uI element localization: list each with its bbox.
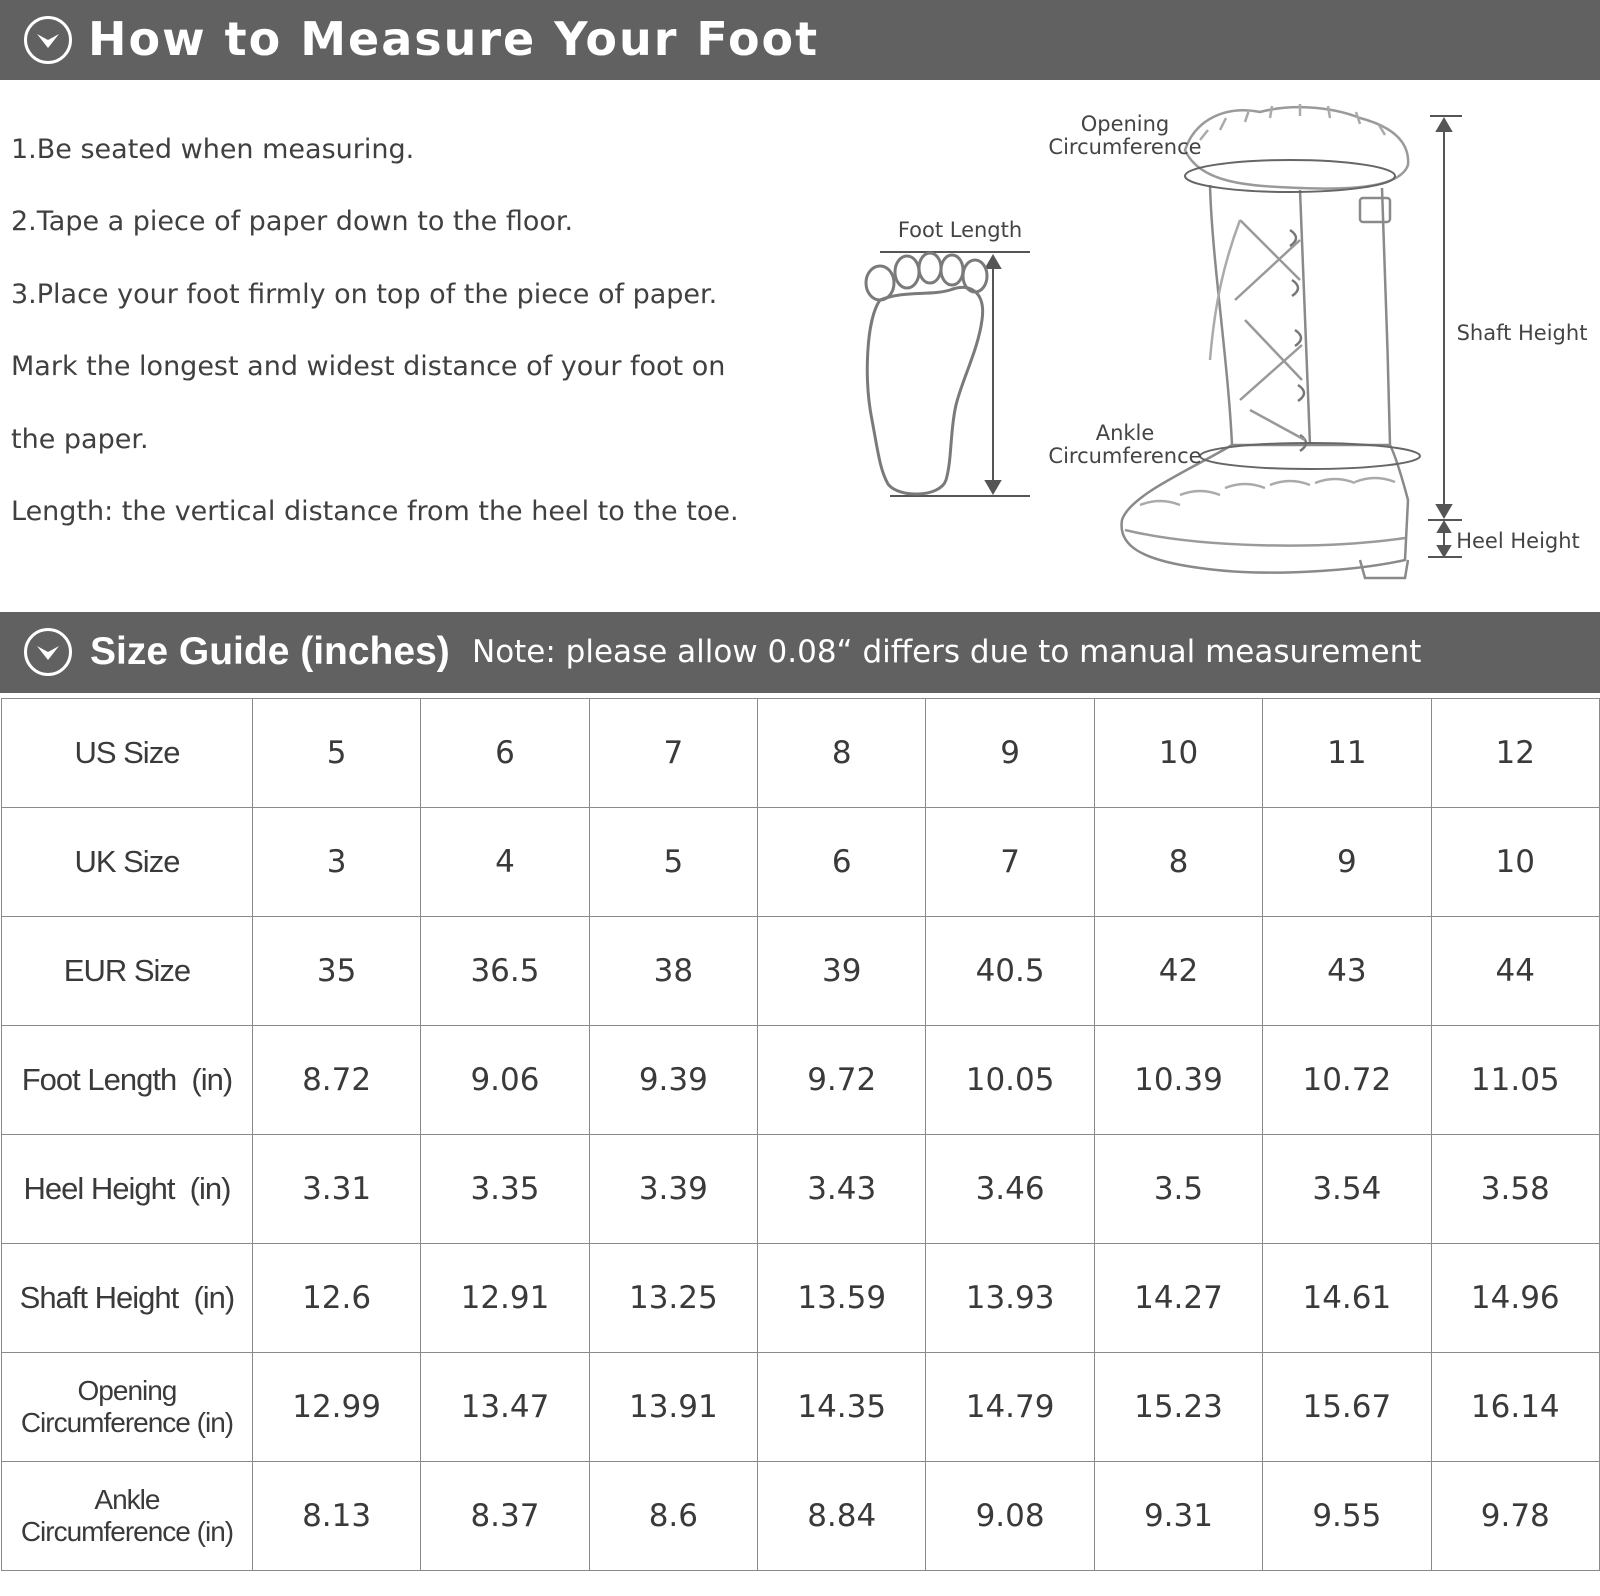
- table-cell: 36.5: [421, 917, 589, 1026]
- ankle-circumference-ellipse: [1200, 443, 1420, 469]
- table-cell: 3.39: [589, 1135, 757, 1244]
- table-cell: 3.31: [252, 1135, 420, 1244]
- row-label-ankle-circumference: [2, 1462, 253, 1571]
- table-cell: 42: [1094, 917, 1262, 1026]
- step-line: Mark the longest and widest distance of your foot on: [11, 351, 726, 383]
- row-label-line: Opening: [77, 1375, 177, 1406]
- table-row: [2, 808, 1600, 917]
- table-cell: 9: [926, 699, 1094, 808]
- row-label-line: Circumference (in): [20, 1407, 234, 1438]
- table-cell: 14.96: [1431, 1244, 1599, 1353]
- table-row: [2, 699, 1600, 808]
- table-cell: 15.23: [1094, 1353, 1262, 1462]
- shaft-height-guide: [1428, 116, 1462, 520]
- boot-icon: [1122, 104, 1409, 578]
- table-cell: 43: [1263, 917, 1431, 1026]
- table-cell: 13.47: [421, 1353, 589, 1462]
- measure-header: [0, 0, 1600, 80]
- row-label-line: Circumference (in): [20, 1516, 234, 1547]
- step-line: the paper.: [11, 423, 149, 455]
- table-cell: 15.67: [1263, 1353, 1431, 1462]
- measure-steps: [11, 120, 811, 554]
- table-cell: 44: [1431, 917, 1599, 1026]
- table-cell: 3: [252, 808, 420, 917]
- row-label-shaft-height: Shaft Height (in): [2, 1244, 253, 1353]
- table-row: [2, 917, 1600, 1026]
- table-cell: 13.91: [589, 1353, 757, 1462]
- table-cell: 9.08: [926, 1462, 1094, 1571]
- chevron-down-circle-icon: [23, 627, 73, 677]
- table-cell: 14.79: [926, 1353, 1094, 1462]
- table-cell: 9.06: [421, 1026, 589, 1135]
- opening-label-line1: Opening: [1080, 112, 1170, 136]
- row-label-us-size: US Size: [2, 699, 253, 808]
- table-cell: 4: [421, 808, 589, 917]
- table-cell: 11: [1263, 699, 1431, 808]
- table-row: [2, 1462, 1600, 1571]
- opening-circumference-ellipse: [1185, 160, 1395, 192]
- table-cell: 8.84: [758, 1462, 926, 1571]
- table-cell: 9.55: [1263, 1462, 1431, 1571]
- table-cell: 8.13: [252, 1462, 420, 1571]
- table-cell: 9: [1263, 808, 1431, 917]
- table-cell: 16.14: [1431, 1353, 1599, 1462]
- table-cell: 39: [758, 917, 926, 1026]
- table-cell: 9.72: [758, 1026, 926, 1135]
- heel-height-label: Heel Height: [1456, 529, 1580, 553]
- table-cell: 8: [1094, 808, 1262, 917]
- table-cell: 8.37: [421, 1462, 589, 1571]
- size-table: [1, 698, 1600, 1571]
- table-cell: 10.05: [926, 1026, 1094, 1135]
- table-cell: 14.35: [758, 1353, 926, 1462]
- table-cell: 38: [589, 917, 757, 1026]
- step-line: 1.Be seated when measuring.: [11, 134, 415, 165]
- table-row: [2, 1353, 1600, 1462]
- table-cell: 14.27: [1094, 1244, 1262, 1353]
- table-cell: 12.91: [421, 1244, 589, 1353]
- table-cell: 3.43: [758, 1135, 926, 1244]
- table-cell: 3.54: [1263, 1135, 1431, 1244]
- table-cell: 12: [1431, 699, 1599, 808]
- foot-length-label: Foot Length: [897, 218, 1023, 242]
- table-cell: 6: [758, 808, 926, 917]
- row-label-opening-circumference: [2, 1353, 253, 1462]
- step-line: 3.Place your foot firmly on top of the piece of paper.: [11, 278, 718, 310]
- chevron-down-circle-icon: [23, 15, 73, 65]
- opening-label-line2: Circumference: [1048, 135, 1202, 159]
- size-guide-title: Size Guide (inches): [90, 630, 450, 673]
- heel-height-guide: [1428, 522, 1462, 557]
- table-cell: 9.39: [589, 1026, 757, 1135]
- table-cell: 12.99: [252, 1353, 420, 1462]
- table-row: [2, 1135, 1600, 1244]
- row-label-uk-size: UK Size: [2, 808, 253, 917]
- table-row: [2, 1026, 1600, 1135]
- shaft-height-label: Shaft Height: [1456, 321, 1588, 345]
- table-cell: 7: [926, 808, 1094, 917]
- table-cell: 13.93: [926, 1244, 1094, 1353]
- foot-length-guide: [880, 252, 1030, 496]
- table-cell: 9.78: [1431, 1462, 1599, 1571]
- table-row: [2, 1244, 1600, 1353]
- table-cell: 3.35: [421, 1135, 589, 1244]
- table-cell: 10: [1431, 808, 1599, 917]
- table-cell: 13.59: [758, 1244, 926, 1353]
- table-cell: 6: [421, 699, 589, 808]
- ankle-label-line2: Circumference: [1048, 444, 1202, 468]
- table-cell: 14.61: [1263, 1244, 1431, 1353]
- table-cell: 3.58: [1431, 1135, 1599, 1244]
- measure-title: How to Measure Your Foot: [88, 12, 820, 66]
- table-cell: 8: [758, 699, 926, 808]
- table-cell: 8.6: [589, 1462, 757, 1571]
- row-label-eur-size: EUR Size: [2, 917, 253, 1026]
- table-cell: 3.5: [1094, 1135, 1262, 1244]
- table-cell: 10: [1094, 699, 1262, 808]
- table-cell: 12.6: [252, 1244, 420, 1353]
- row-label-line: Ankle: [94, 1484, 160, 1515]
- size-guide-note: Note: please allow 0.08“ differs due to manual measurement: [472, 634, 1422, 670]
- table-cell: 9.31: [1094, 1462, 1262, 1571]
- table-cell: 10.72: [1263, 1026, 1431, 1135]
- step-line: 2.Tape a piece of paper down to the floor.: [11, 206, 574, 238]
- ankle-label-line1: Ankle: [1095, 421, 1155, 445]
- foot-icon: [866, 253, 987, 494]
- table-cell: 35: [252, 917, 420, 1026]
- row-label-heel-height: Heel Height (in): [2, 1135, 253, 1244]
- table-cell: 5: [589, 808, 757, 917]
- table-cell: 11.05: [1431, 1026, 1599, 1135]
- size-guide-header: [0, 612, 1600, 693]
- row-label-foot-length: Foot Length (in): [2, 1026, 253, 1135]
- table-cell: 3.46: [926, 1135, 1094, 1244]
- table-cell: 10.39: [1094, 1026, 1262, 1135]
- table-cell: 13.25: [589, 1244, 757, 1353]
- step-line: Length: the vertical distance from the heel to the toe.: [11, 495, 739, 527]
- table-cell: 40.5: [926, 917, 1094, 1026]
- table-cell: 5: [252, 699, 420, 808]
- table-cell: 7: [589, 699, 757, 808]
- table-cell: 8.72: [252, 1026, 420, 1135]
